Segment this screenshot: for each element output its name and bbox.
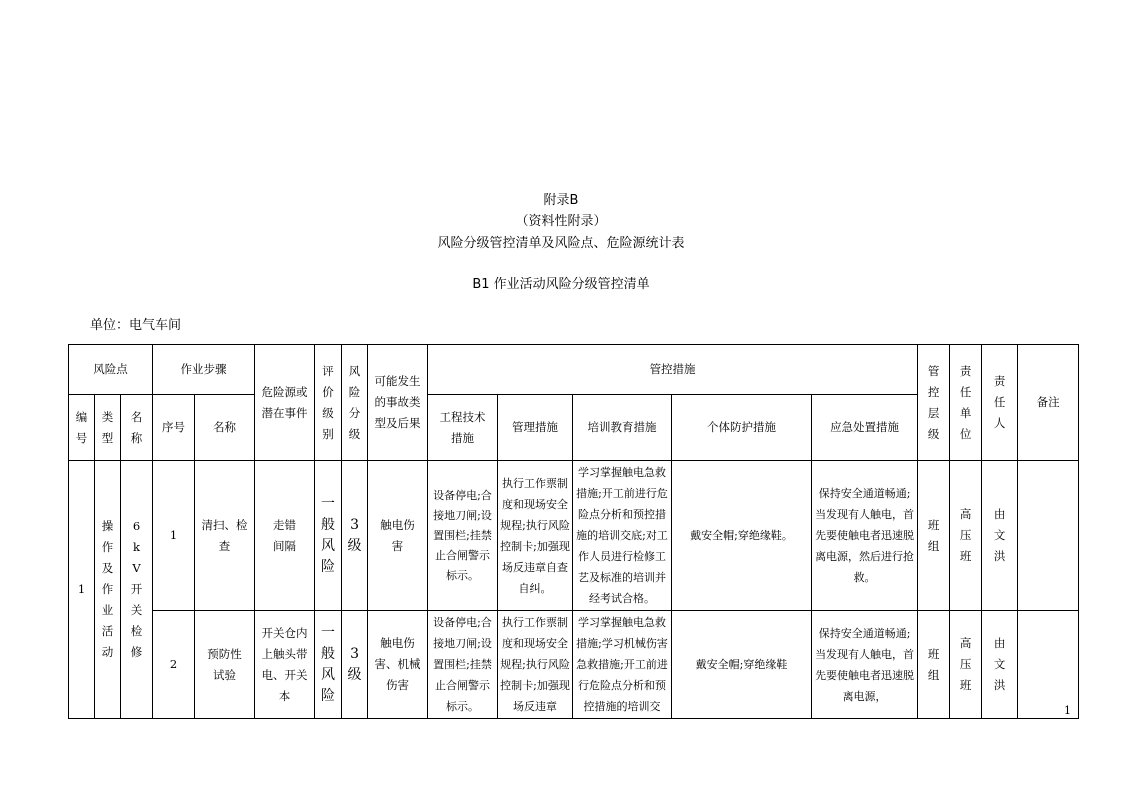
col-type: 类型 [95, 395, 121, 461]
col-no: 编号 [69, 395, 95, 461]
col-resp-person: 责任人 [982, 345, 1018, 461]
row-person: 由文洪 [982, 461, 1018, 611]
row-mgmt: 执行工作票制度和现场安全规程;执行风险控制卡;加强现场反违章 [498, 611, 573, 719]
col-resp-unit: 责任单位 [950, 345, 982, 461]
row-seq: 1 [153, 461, 195, 611]
row-grade: 3级 [342, 461, 368, 611]
row-eng: 设备停电;合接地刀闸;设置围栏;挂禁止合闸警示标示。 [428, 461, 498, 611]
row-grade: 3级 [342, 611, 368, 719]
row-hazard: 走错间隔 [255, 461, 315, 611]
group-name: 6kV开关检修 [121, 461, 153, 719]
appendix-label: 附录B [543, 193, 579, 208]
row-training: 学习掌握触电急救措施;学习机械伤害急救措施;开工前进行危险点分析和预控措施的培训交 [573, 611, 672, 719]
col-mgmt: 管理措施 [498, 395, 573, 461]
row-accident: 触电伤害 [368, 461, 428, 611]
row-hazard: 开关仓内上触头带电、开关本 [255, 611, 315, 719]
row-eval: 一般风险 [315, 611, 342, 719]
risk-control-table [68, 344, 1079, 719]
row-step: 预防性试验 [195, 611, 255, 719]
col-name: 名称 [121, 395, 153, 461]
row-step: 清扫、检查 [195, 461, 255, 611]
col-step-name: 名称 [195, 395, 255, 461]
row-emergency: 保持安全通道畅通;当发现有人触电，首先要使触电者迅速脱离电源，然后进行抢救。 [812, 461, 918, 611]
row-training: 学习掌握触电急救措施;开工前进行危险点分析和预控措施的培训交底;对工作人员进行检修工艺及标准的培训并经考试合格。 [573, 461, 672, 611]
row-eng: 设备停电;合接地刀闸;设置围栏;挂禁止合闸警示标示。 [428, 611, 498, 719]
row-mgmt: 执行工作票制度和现场安全规程;执行风险控制卡;加强现场反违章自查自纠。 [498, 461, 573, 611]
col-hazard: 危险源或潜在事件 [255, 345, 315, 461]
col-seq: 序号 [153, 395, 195, 461]
row-unit: 高压班 [950, 611, 982, 719]
document-title: 风险分级管控清单及风险点、危险源统计表 [437, 236, 685, 251]
row-seq: 2 [153, 611, 195, 719]
row-emergency: 保持安全通道畅通;当发现有人触电，首先要使触电者迅速脱离电源， [812, 611, 918, 719]
row-accident: 触电伤害、机械伤害 [368, 611, 428, 719]
row-ppe: 戴安全帽;穿绝缘鞋。 [672, 461, 812, 611]
row-eval: 一般风险 [315, 461, 342, 611]
table-subtitle: B1 作业活动风险分级管控清单 [472, 277, 650, 292]
row-unit: 高压班 [950, 461, 982, 611]
col-eng: 工程技术措施 [428, 395, 498, 461]
row-person: 由文洪 [982, 611, 1018, 719]
col-emergency: 应急处置措施 [812, 395, 918, 461]
table-row [69, 611, 1079, 719]
col-ctrl-level: 管控层级 [918, 345, 950, 461]
col-work-steps: 作业步骤 [153, 345, 255, 395]
row-remarks [1018, 461, 1079, 611]
col-remarks: 备注 [1018, 345, 1079, 461]
col-training: 培训教育措施 [573, 395, 672, 461]
col-controls: 管控措施 [428, 345, 918, 395]
appendix-note: （资料性附录） [515, 214, 607, 229]
table-row [69, 461, 1079, 611]
col-ppe: 个体防护措施 [672, 395, 812, 461]
unit-label: 单位：电气车间 [90, 318, 182, 333]
col-accident: 可能发生的事故类型及后果 [368, 345, 428, 461]
col-risk-grade: 风险分级 [342, 345, 368, 461]
col-eval-level: 评价级别 [315, 345, 342, 461]
row-ppe: 戴安全帽;穿绝缘鞋 [672, 611, 812, 719]
row-ctrl: 班组 [918, 461, 950, 611]
group-no: 1 [69, 461, 95, 719]
col-risk-point: 风险点 [69, 345, 153, 395]
header-row-1 [69, 345, 1079, 395]
group-type: 操作及作业活动 [95, 461, 121, 719]
page-number: 1 [1064, 704, 1071, 717]
row-ctrl: 班组 [918, 611, 950, 719]
row-remarks [1018, 611, 1079, 719]
